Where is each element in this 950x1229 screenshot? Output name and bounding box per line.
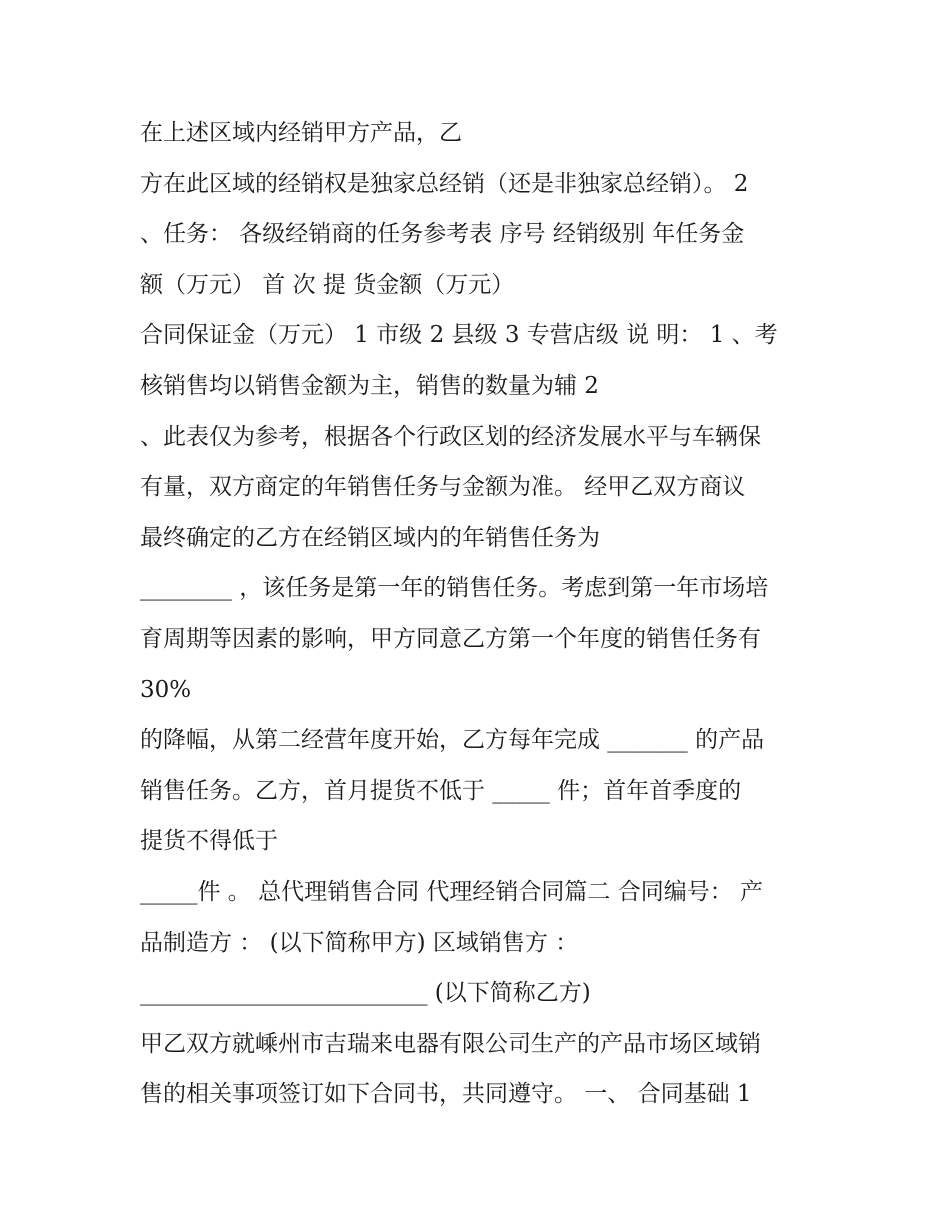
text-line-11: 育周期等因素的影响，甲方同意乙方第一个年度的销售任务有 bbox=[140, 625, 761, 652]
text-line-19: 甲乙双方就嵊州市吉瑞来电器有限公司生产的产品市场区域销 bbox=[140, 1030, 761, 1057]
text-line-18: _________________________ (以下简称乙方) bbox=[140, 980, 591, 1007]
text-line-6: 核销售均以销售金额为主，销售的数量为辅 2 bbox=[140, 372, 599, 399]
text-line-15: 提货不得低于 bbox=[140, 828, 278, 855]
text-line-1: 在上述区域内经销甲方产品，乙 bbox=[140, 120, 462, 146]
text-line-14: 销售任务。乙方，首月提货不低于 _____ 件；首年首季度的 bbox=[140, 777, 742, 804]
text-line-3: 、任务： 各级经销商的任务参考表 序号 经销级别 年任务金 bbox=[140, 221, 745, 248]
text-line-16: _____件 。 总代理销售合同 代理经销合同篇二 合同编号： 产 bbox=[140, 878, 764, 905]
text-line-8: 有量，双方商定的年销售任务与金额为准。 经甲乙双方商议 bbox=[140, 474, 746, 501]
text-line-4: 额（万元） 首 次 提 货金额（万元） bbox=[140, 271, 515, 298]
text-line-20: 售的相关事项签订如下合同书，共同遵守。 一、 合同基础 1 bbox=[140, 1081, 752, 1108]
text-line-17: 品制造方 ： (以下简称甲方) 区域销售方 ： bbox=[140, 929, 579, 956]
text-line-9: 最终确定的乙方在经销区域内的年销售任务为 bbox=[140, 524, 600, 551]
text-line-13: 的降幅，从第二经营年度开始，乙方每年完成 _______ 的产品 bbox=[140, 727, 765, 754]
text-line-5: 合同保证金（万元） 1 市级 2 县级 3 专营店级 说 明： 1 、考 bbox=[140, 322, 778, 349]
text-line-2: 方在此区域的经销权是独家总经销（还是非独家总经销）。 2 bbox=[140, 170, 749, 197]
text-line-12: 30% bbox=[140, 676, 192, 703]
text-line-10: ________ ，该任务是第一年的销售任务。考虑到第一年市场培 bbox=[140, 575, 769, 602]
text-line-7: 、此表仅为参考，根据各个行政区划的经济发展水平与车辆保 bbox=[140, 423, 761, 450]
contract-text bbox=[140, 108, 820, 1120]
